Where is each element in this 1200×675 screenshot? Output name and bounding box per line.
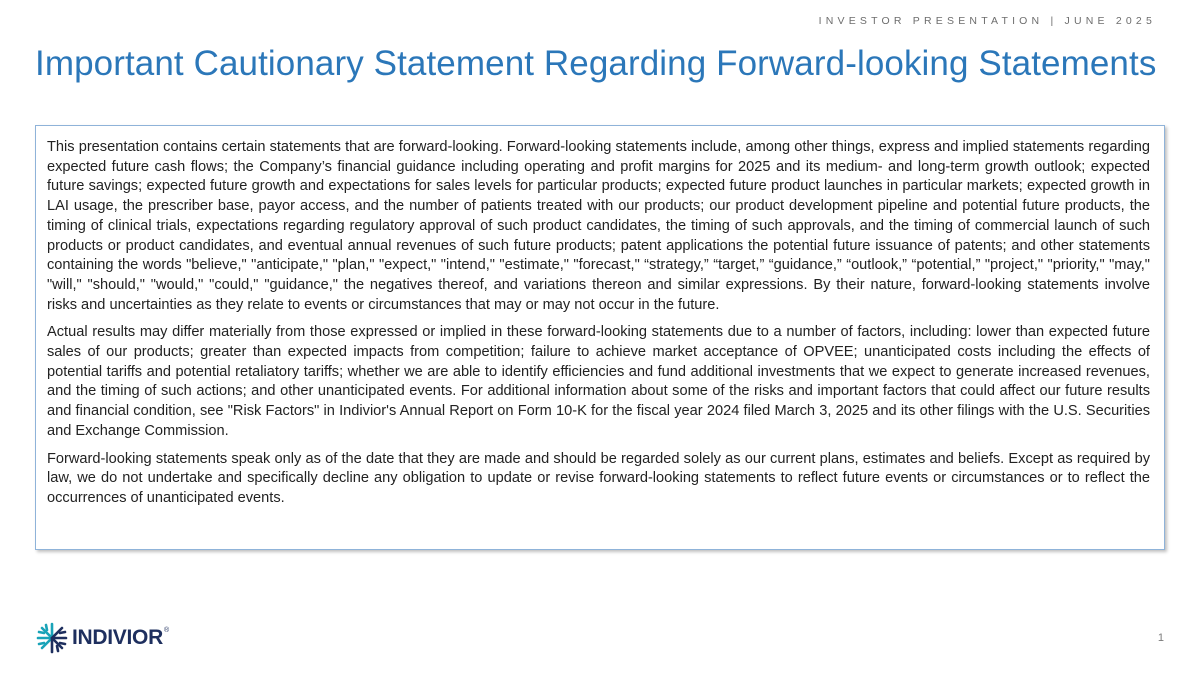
statement-paragraph-3: Forward-looking statements speak only as of the date that they are made and should be regarded solely as our current plans, estimates and beliefs. Except as required by law, we do not undertake and specifically decline any obligation to update or revise forward-looking statements to reflect future events or circumstances or to reflect the occurrences of unanticipated events. xyxy=(47,450,1150,506)
presentation-header-tag: INVESTOR PRESENTATION | JUNE 2025 xyxy=(818,15,1156,27)
logo-wordmark: INDIVIOR xyxy=(72,626,163,649)
cautionary-statement-box xyxy=(35,125,1165,550)
statement-paragraph-2: Actual results may differ materially from those expressed or implied in these forward-looking statements due to a number of factors, including: lower than expected future sales of our products; greater than expected impacts from competition; failure to achieve market acceptance of OPVEE; unanticipated costs including the effects of potential tariffs and potential retaliatory tariffs; whether we are able to identify efficiencies and fund additional investments that we expect to generate increased revenues, and the timing of such actions; and other unanticipated events. For additional information about some of the risks and important factors that could affect our future results and financial condition, see "Risk Factors" in Indivior's Annual Report on Form 10-K for the fiscal year 2024 filed March 3, 2025 and its other filings with the U.S. Securities and Exchange Commission. xyxy=(47,324,1150,439)
statement-paragraph-1: This presentation contains certain statements that are forward-looking. Forward-looking statements include, among other things, express and implied statements regarding expected future cash flows; the Company’s financial guidance including operating and profit margins for 2025 and its medium- and long-term growth outlook; expected future savings; expected future growth and expectations for sales levels for particular products; expected future product launches in particular markets; expected growth in LAI usage, the prescriber base, payor access, and the number of patients treated with our products; our product development pipeline and potential future products, the timing of clinical trials, expectations regarding regulatory approval of such product candidates, the timing of such approvals, and the timing of commercial launch of such products or product candidates, and eventual annual revenues of such future products; patent applications the potential future issuance of patents; and other statements containing the words "believe," "anticipate," "plan," "expect," "intend," "estimate," "forecast," “strategy,” “target,” “guidance,” “outlook,” “potential,” "project," "priority," "may," "will," "should," "would," "could," "guidance," the negatives thereof, and variations thereon and similar expressions. By their nature, forward-looking statements involve risks and uncertainties as they relate to events or circumstances that may or may not occur in the future. xyxy=(47,139,1150,313)
page-title: Important Cautionary Statement Regarding Forward-looking Statements xyxy=(35,44,1157,83)
page-number: 1 xyxy=(1157,632,1164,644)
indivior-logo xyxy=(35,621,169,655)
indivior-snowflake-icon xyxy=(35,621,69,655)
registered-mark: ® xyxy=(163,627,170,634)
